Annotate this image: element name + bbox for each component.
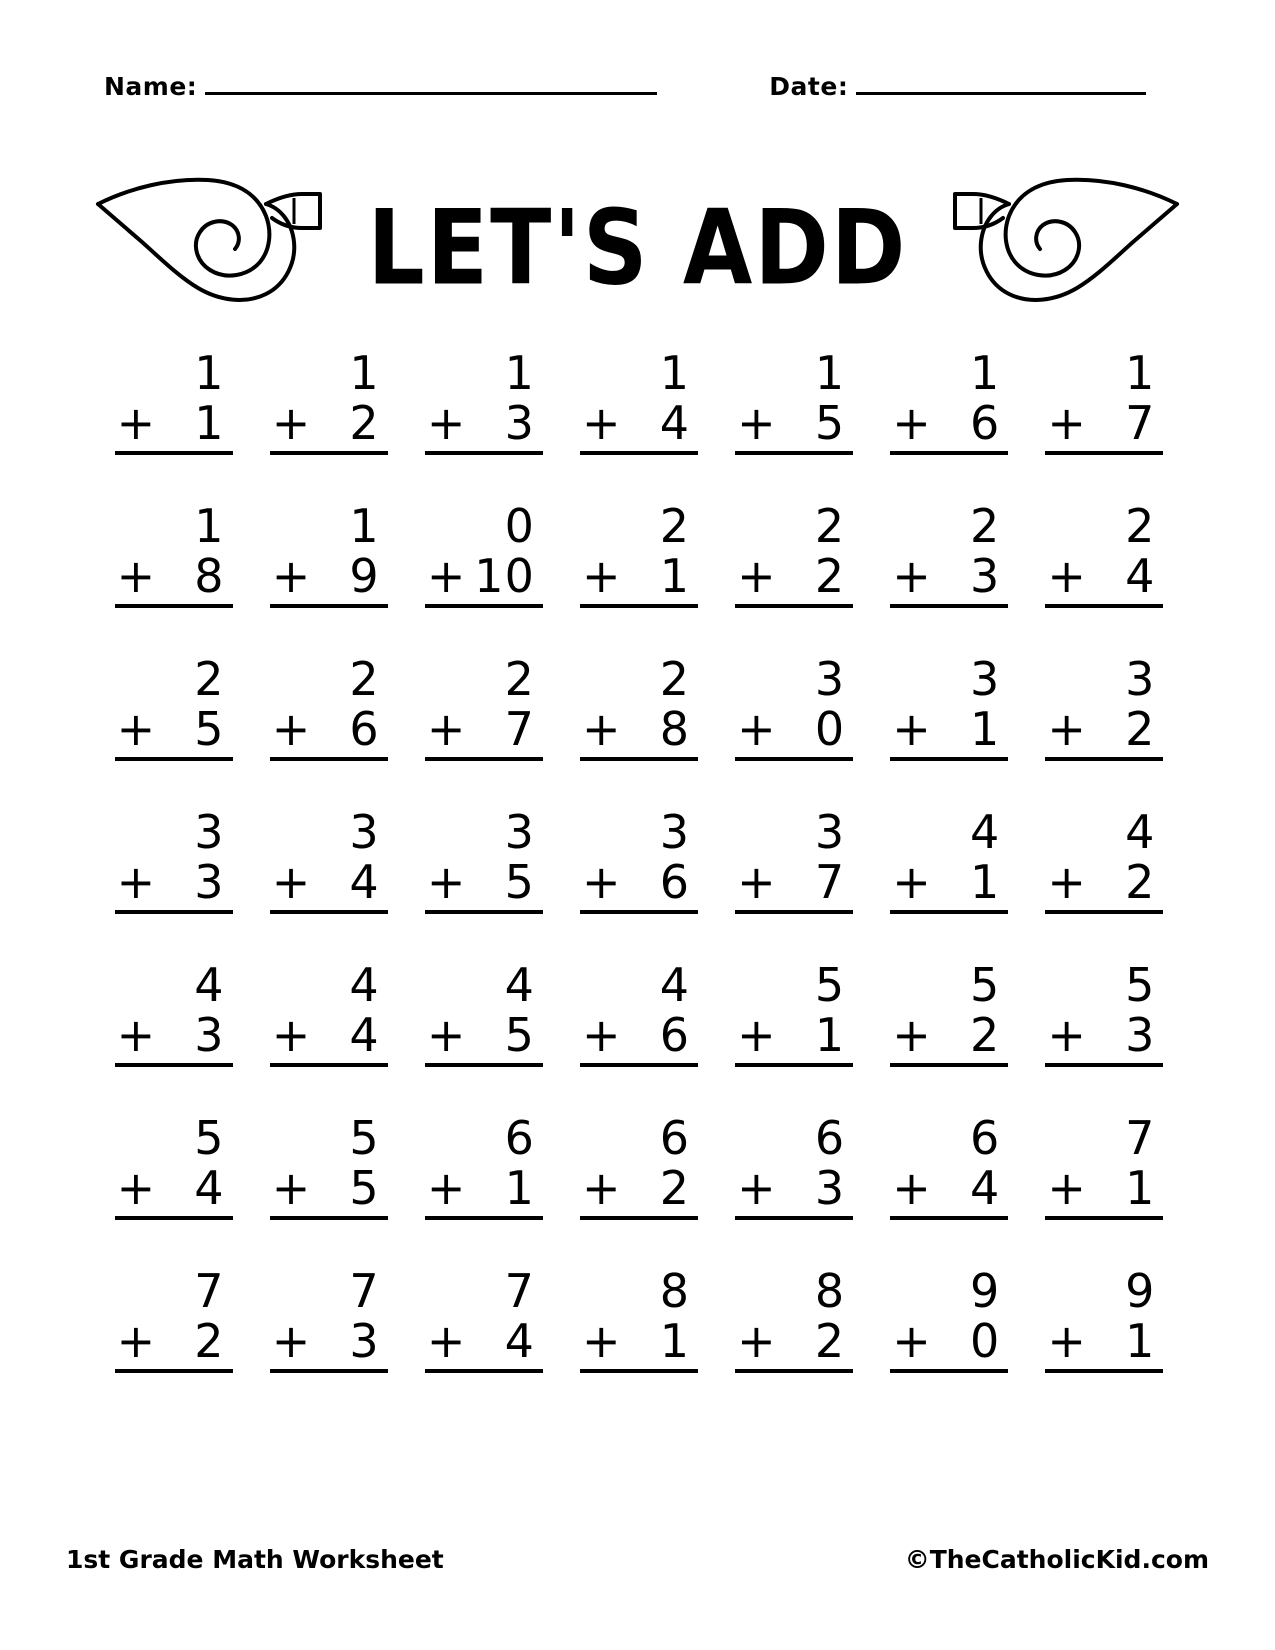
problem-top-number: 3 xyxy=(814,652,846,706)
problem-bottom-row xyxy=(425,1313,543,1374)
problem-bottom-row xyxy=(890,854,1008,915)
problem-bottom-number: 2 xyxy=(659,1160,690,1215)
title-band xyxy=(0,150,1275,325)
plus-sign: + xyxy=(426,395,466,450)
problem-bottom-number: 7 xyxy=(814,854,846,909)
addition-problem[interactable] xyxy=(580,651,698,804)
addition-problem[interactable] xyxy=(890,498,1008,651)
plus-sign: + xyxy=(116,1313,156,1368)
addition-problem[interactable] xyxy=(115,1110,233,1263)
name-input-line[interactable] xyxy=(205,91,657,95)
problem-bottom-row xyxy=(890,1313,1008,1374)
addition-problem[interactable] xyxy=(735,1263,853,1416)
problem-bottom-number: 6 xyxy=(349,701,380,756)
problem-bottom-number: 4 xyxy=(1125,548,1156,603)
problem-bottom-row xyxy=(735,1007,853,1068)
problem-bottom-row xyxy=(1045,1007,1163,1068)
problem-top-number: 4 xyxy=(1125,805,1156,859)
plus-sign: + xyxy=(892,548,931,603)
problem-bottom-number: 3 xyxy=(504,395,535,450)
problem-bottom-row xyxy=(735,854,853,915)
addition-problem[interactable] xyxy=(270,1263,388,1416)
plus-sign: + xyxy=(892,854,931,909)
problem-bottom-row xyxy=(735,548,853,609)
problem-top-number: 2 xyxy=(1125,499,1156,553)
addition-problem[interactable] xyxy=(580,1110,698,1263)
addition-problem[interactable] xyxy=(425,804,543,957)
problem-bottom-number: 3 xyxy=(1125,1007,1156,1062)
plus-sign: + xyxy=(1047,701,1086,756)
problem-bottom-number: 2 xyxy=(814,548,846,603)
problem-top-number: 6 xyxy=(969,1111,1001,1165)
problem-bottom-number: 1 xyxy=(504,1160,535,1215)
problem-top-number: 7 xyxy=(194,1264,225,1318)
plus-sign: + xyxy=(116,854,156,909)
problem-top-number: 6 xyxy=(659,1111,690,1165)
plus-sign: + xyxy=(116,701,156,756)
problem-bottom-row xyxy=(115,548,233,609)
problem-bottom-number: 8 xyxy=(194,548,225,603)
name-field[interactable] xyxy=(104,72,657,101)
problem-top-number: 4 xyxy=(194,958,225,1012)
plus-sign: + xyxy=(426,1007,466,1062)
plus-sign: + xyxy=(271,1007,311,1062)
page-title: LET'S ADD xyxy=(367,186,908,309)
plus-sign: + xyxy=(1047,548,1086,603)
problem-top-number: 5 xyxy=(814,958,846,1012)
problem-top-number: 7 xyxy=(1125,1111,1156,1165)
plus-sign: + xyxy=(737,854,776,909)
addition-problem[interactable] xyxy=(115,345,233,498)
plus-sign: + xyxy=(116,395,156,450)
worksheet-header xyxy=(104,72,1171,101)
problem-top-number: 1 xyxy=(194,346,225,400)
problem-bottom-row xyxy=(580,1160,698,1221)
addition-problem[interactable] xyxy=(580,345,698,498)
addition-problem[interactable] xyxy=(735,1110,853,1263)
problem-top-number: 4 xyxy=(349,958,380,1012)
problem-top-number: 3 xyxy=(194,805,225,859)
french-horn-icon xyxy=(945,158,1185,323)
problem-top-number: 4 xyxy=(659,958,690,1012)
date-input-line[interactable] xyxy=(856,91,1146,95)
date-label: Date: xyxy=(769,72,849,101)
problem-top-number: 0 xyxy=(504,499,535,553)
addition-problem[interactable] xyxy=(890,1110,1008,1263)
addition-problem[interactable] xyxy=(580,804,698,957)
problem-top-number: 5 xyxy=(1125,958,1156,1012)
problem-bottom-row xyxy=(1045,548,1163,609)
plus-sign: + xyxy=(426,854,466,909)
plus-sign: + xyxy=(892,395,931,450)
plus-sign: + xyxy=(581,548,621,603)
plus-sign: + xyxy=(271,854,311,909)
problem-bottom-row xyxy=(890,701,1008,762)
plus-sign: + xyxy=(737,395,776,450)
plus-sign: + xyxy=(581,854,621,909)
footer-credit: ©TheCatholicKid.com xyxy=(904,1545,1209,1574)
problem-bottom-number: 7 xyxy=(1125,395,1156,450)
problem-bottom-number: 0 xyxy=(814,701,846,756)
problem-bottom-number: 3 xyxy=(194,1007,225,1062)
plus-sign: + xyxy=(271,701,311,756)
addition-problem[interactable] xyxy=(1045,1110,1163,1263)
plus-sign: + xyxy=(1047,1313,1086,1368)
problem-bottom-row xyxy=(735,701,853,762)
problem-top-number: 1 xyxy=(194,499,225,553)
problem-bottom-row xyxy=(890,1007,1008,1068)
problem-bottom-row xyxy=(735,395,853,456)
problem-bottom-number: 2 xyxy=(349,395,380,450)
problem-top-number: 5 xyxy=(194,1111,225,1165)
problem-grid xyxy=(96,345,1182,1416)
plus-sign: + xyxy=(426,1160,466,1215)
problem-top-number: 2 xyxy=(349,652,380,706)
problem-bottom-number: 9 xyxy=(349,548,380,603)
problem-top-number: 2 xyxy=(814,499,846,553)
problem-top-number: 5 xyxy=(349,1111,380,1165)
addition-problem[interactable] xyxy=(580,1263,698,1416)
problem-bottom-row xyxy=(270,1160,388,1221)
problem-bottom-number: 6 xyxy=(659,854,690,909)
problem-bottom-number: 5 xyxy=(814,395,846,450)
name-label: Name: xyxy=(104,72,198,101)
problem-bottom-row xyxy=(1045,1160,1163,1221)
problem-top-number: 2 xyxy=(504,652,535,706)
plus-sign: + xyxy=(116,548,156,603)
plus-sign: + xyxy=(737,701,776,756)
addition-problem[interactable] xyxy=(890,1263,1008,1416)
addition-problem[interactable] xyxy=(1045,804,1163,957)
problem-top-number: 1 xyxy=(349,499,380,553)
addition-problem[interactable] xyxy=(735,651,853,804)
problem-bottom-number: 1 xyxy=(814,1007,846,1062)
problem-bottom-number: 1 xyxy=(194,395,225,450)
problem-bottom-row xyxy=(425,701,543,762)
problem-top-number: 3 xyxy=(1125,652,1156,706)
addition-problem[interactable] xyxy=(115,498,233,651)
plus-sign: + xyxy=(737,1313,776,1368)
addition-problem[interactable] xyxy=(890,345,1008,498)
addition-problem[interactable] xyxy=(1045,345,1163,498)
plus-sign: + xyxy=(581,1007,621,1062)
problem-top-number: 3 xyxy=(659,805,690,859)
problem-bottom-row xyxy=(1045,701,1163,762)
problem-bottom-row xyxy=(425,1160,543,1221)
problem-bottom-number: 5 xyxy=(504,1007,535,1062)
footer-worksheet-label: 1st Grade Math Worksheet xyxy=(66,1545,444,1574)
problem-top-number: 2 xyxy=(659,652,690,706)
addition-problem[interactable] xyxy=(425,1110,543,1263)
problem-bottom-row xyxy=(270,548,388,609)
plus-sign: + xyxy=(892,1313,931,1368)
problem-bottom-row xyxy=(270,701,388,762)
problem-bottom-number: 6 xyxy=(659,1007,690,1062)
problem-bottom-number: 1 xyxy=(659,548,690,603)
problem-bottom-number: 7 xyxy=(504,701,535,756)
addition-problem[interactable] xyxy=(270,1110,388,1263)
problem-bottom-row xyxy=(425,1007,543,1068)
problem-top-number: 1 xyxy=(969,346,1001,400)
addition-problem[interactable] xyxy=(115,957,233,1110)
addition-problem[interactable] xyxy=(270,651,388,804)
problem-bottom-number: 5 xyxy=(504,854,535,909)
problem-bottom-number: 1 xyxy=(969,854,1001,909)
problem-bottom-row xyxy=(890,548,1008,609)
plus-sign: + xyxy=(737,548,776,603)
addition-problem[interactable] xyxy=(890,804,1008,957)
problem-top-number: 9 xyxy=(969,1264,1001,1318)
problem-bottom-number: 3 xyxy=(969,548,1001,603)
problem-bottom-number: 6 xyxy=(969,395,1001,450)
problem-bottom-number: 2 xyxy=(814,1313,846,1368)
addition-problem[interactable] xyxy=(270,345,388,498)
plus-sign: + xyxy=(1047,1007,1086,1062)
date-field[interactable] xyxy=(769,72,1146,101)
problem-bottom-row xyxy=(115,701,233,762)
plus-sign: + xyxy=(581,1160,621,1215)
problem-bottom-row xyxy=(425,854,543,915)
problem-bottom-row xyxy=(1045,1313,1163,1374)
problem-top-number: 1 xyxy=(504,346,535,400)
problem-bottom-number: 8 xyxy=(659,701,690,756)
plus-sign: + xyxy=(581,701,621,756)
problem-bottom-number: 2 xyxy=(1125,854,1156,909)
problem-bottom-row xyxy=(580,701,698,762)
problem-bottom-row xyxy=(425,395,543,456)
problem-bottom-number: 4 xyxy=(969,1160,1001,1215)
problem-bottom-row xyxy=(270,1007,388,1068)
addition-problem[interactable] xyxy=(115,651,233,804)
plus-sign: + xyxy=(426,1313,466,1368)
problem-top-number: 8 xyxy=(814,1264,846,1318)
plus-sign: + xyxy=(426,548,466,603)
problem-bottom-row xyxy=(735,1313,853,1374)
problem-bottom-number: 2 xyxy=(969,1007,1001,1062)
problem-top-number: 3 xyxy=(814,805,846,859)
problem-bottom-row xyxy=(580,1007,698,1068)
problem-bottom-number: 3 xyxy=(349,1313,380,1368)
addition-problem[interactable] xyxy=(115,804,233,957)
problem-top-number: 6 xyxy=(814,1111,846,1165)
problem-bottom-row xyxy=(580,854,698,915)
plus-sign: + xyxy=(581,1313,621,1368)
problem-bottom-row xyxy=(890,395,1008,456)
addition-problem[interactable] xyxy=(425,345,543,498)
addition-problem[interactable] xyxy=(115,1263,233,1416)
problem-bottom-number: 1 xyxy=(1125,1313,1156,1368)
plus-sign: + xyxy=(116,1007,156,1062)
problem-top-number: 1 xyxy=(814,346,846,400)
addition-problem[interactable] xyxy=(1045,651,1163,804)
problem-top-number: 3 xyxy=(504,805,535,859)
problem-bottom-row xyxy=(890,1160,1008,1221)
addition-problem[interactable] xyxy=(580,957,698,1110)
problem-top-number: 8 xyxy=(659,1264,690,1318)
problem-bottom-number: 1 xyxy=(969,701,1001,756)
problem-bottom-row xyxy=(115,1160,233,1221)
problem-bottom-number: 3 xyxy=(194,854,225,909)
problem-bottom-row xyxy=(270,395,388,456)
problem-bottom-number: 4 xyxy=(349,1007,380,1062)
problem-top-number: 3 xyxy=(969,652,1001,706)
addition-problem[interactable] xyxy=(890,957,1008,1110)
problem-top-number: 1 xyxy=(349,346,380,400)
problem-bottom-number: 5 xyxy=(349,1160,380,1215)
plus-sign: + xyxy=(271,1160,311,1215)
problem-top-number: 2 xyxy=(969,499,1001,553)
problem-bottom-row xyxy=(115,1313,233,1374)
problem-bottom-row xyxy=(580,548,698,609)
problem-bottom-number: 4 xyxy=(504,1313,535,1368)
problem-bottom-number: 2 xyxy=(1125,701,1156,756)
plus-sign: + xyxy=(116,1160,156,1215)
problem-top-number: 9 xyxy=(1125,1264,1156,1318)
problem-bottom-row xyxy=(270,854,388,915)
problem-top-number: 4 xyxy=(969,805,1001,859)
addition-problem[interactable] xyxy=(1045,957,1163,1110)
plus-sign: + xyxy=(892,701,931,756)
problem-bottom-row xyxy=(115,395,233,456)
addition-problem[interactable] xyxy=(425,651,543,804)
addition-problem[interactable] xyxy=(270,498,388,651)
problem-bottom-row xyxy=(735,1160,853,1221)
plus-sign: + xyxy=(271,548,311,603)
problem-bottom-row xyxy=(115,854,233,915)
problem-top-number: 6 xyxy=(504,1111,535,1165)
plus-sign: + xyxy=(271,1313,311,1368)
addition-problem[interactable] xyxy=(580,498,698,651)
addition-problem[interactable] xyxy=(890,651,1008,804)
problem-bottom-row xyxy=(270,1313,388,1374)
problem-bottom-row xyxy=(115,1007,233,1068)
addition-problem[interactable] xyxy=(270,957,388,1110)
addition-problem[interactable] xyxy=(1045,1263,1163,1416)
problem-top-number: 3 xyxy=(349,805,380,859)
problem-bottom-row xyxy=(1045,854,1163,915)
addition-problem[interactable] xyxy=(425,1263,543,1416)
plus-sign: + xyxy=(271,395,311,450)
addition-problem[interactable] xyxy=(735,345,853,498)
addition-problem[interactable] xyxy=(425,498,543,651)
problem-bottom-number: 5 xyxy=(194,701,225,756)
addition-problem[interactable] xyxy=(425,957,543,1110)
addition-problem[interactable] xyxy=(735,498,853,651)
problem-bottom-number: 1 xyxy=(1125,1160,1156,1215)
problem-top-number: 7 xyxy=(504,1264,535,1318)
problem-top-number: 5 xyxy=(969,958,1001,1012)
problem-top-number: 1 xyxy=(1125,346,1156,400)
plus-sign: + xyxy=(1047,1160,1086,1215)
plus-sign: + xyxy=(1047,395,1086,450)
problem-bottom-number: 2 xyxy=(194,1313,225,1368)
problem-bottom-number: 3 xyxy=(814,1160,846,1215)
plus-sign: + xyxy=(1047,854,1086,909)
plus-sign: + xyxy=(426,701,466,756)
problem-bottom-number: 4 xyxy=(659,395,690,450)
problem-bottom-row xyxy=(580,395,698,456)
problem-bottom-number: 4 xyxy=(349,854,380,909)
problem-top-number: 2 xyxy=(659,499,690,553)
plus-sign: + xyxy=(737,1160,776,1215)
plus-sign: + xyxy=(737,1007,776,1062)
problem-top-number: 2 xyxy=(194,652,225,706)
plus-sign: + xyxy=(581,395,621,450)
problem-bottom-number: 1 xyxy=(659,1313,690,1368)
addition-problem[interactable] xyxy=(1045,498,1163,651)
problem-bottom-row xyxy=(580,1313,698,1374)
problem-top-number: 4 xyxy=(504,958,535,1012)
plus-sign: + xyxy=(892,1007,931,1062)
addition-problem[interactable] xyxy=(735,957,853,1110)
addition-problem[interactable] xyxy=(735,804,853,957)
problem-top-number: 1 xyxy=(659,346,690,400)
problem-bottom-row xyxy=(425,548,543,609)
problem-bottom-number: 0 xyxy=(969,1313,1001,1368)
plus-sign: + xyxy=(892,1160,931,1215)
problem-top-number: 7 xyxy=(349,1264,380,1318)
addition-problem[interactable] xyxy=(270,804,388,957)
problem-bottom-number: 10 xyxy=(474,548,535,603)
problem-bottom-row xyxy=(1045,395,1163,456)
problem-bottom-number: 4 xyxy=(194,1160,225,1215)
